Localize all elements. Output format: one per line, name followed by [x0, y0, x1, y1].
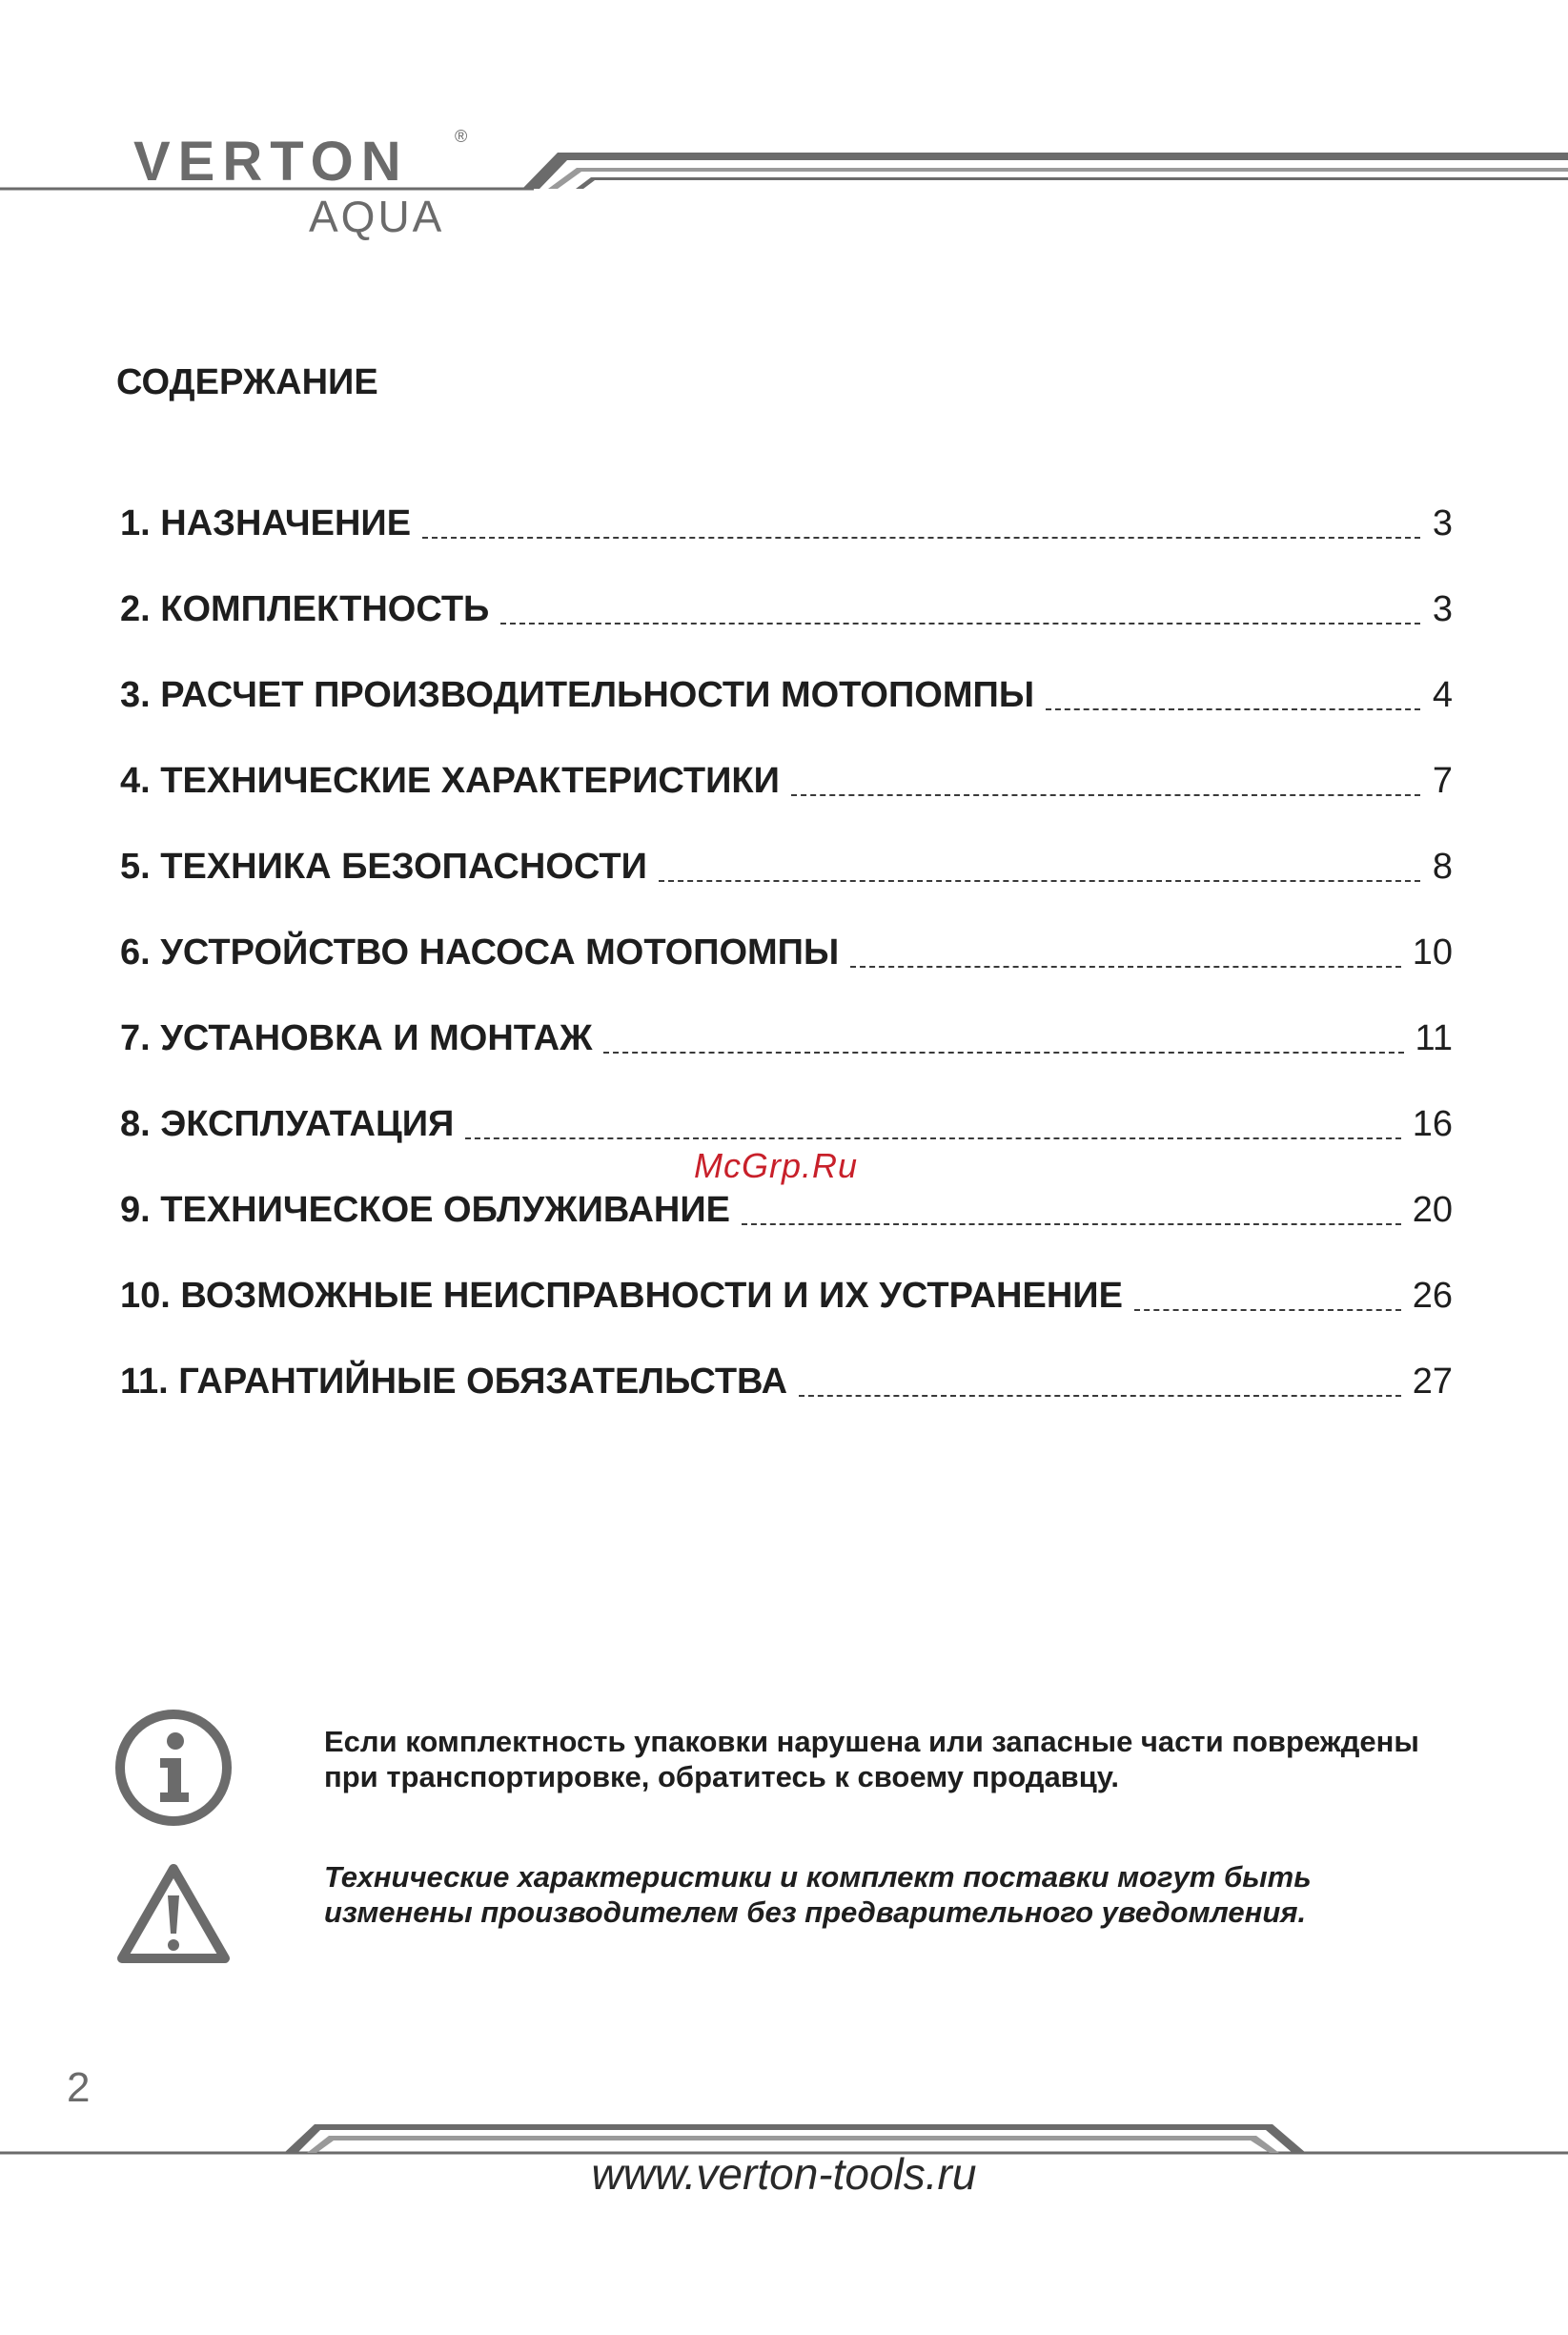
toc-item-label: 5. ТЕХНИКА БЕЗОПАСНОСТИ — [120, 847, 647, 887]
toc-list — [120, 462, 1453, 1406]
toc-item-page: 26 — [1412, 1276, 1453, 1316]
toc-item[interactable] — [120, 720, 1453, 806]
toc-item[interactable] — [120, 548, 1453, 634]
toc-leader — [422, 536, 1420, 539]
brand-logo — [133, 129, 477, 253]
logo-wordmark: VERTON — [133, 131, 409, 193]
toc-leader — [1046, 707, 1420, 710]
info-notice-text: Если комплектность упаковки нарушена или запасные части повреждены при транспортировке, обратитесь к своему продавцу. — [324, 1725, 1419, 1793]
toc-item-page: 7 — [1432, 761, 1453, 801]
toc-item-page: 3 — [1432, 589, 1453, 629]
toc-leader — [799, 1394, 1401, 1397]
toc-item-label: 6. УСТРОЙСТВО НАСОСА МОТОПОМПЫ — [120, 932, 840, 973]
toc-leader — [603, 1051, 1403, 1054]
info-icon — [114, 1709, 233, 1827]
toc-item-label: 8. ЭКСПЛУАТАЦИЯ — [120, 1104, 455, 1144]
toc-leader — [500, 622, 1420, 625]
toc-item-label: 2. КОМПЛЕКТНОСТЬ — [120, 589, 490, 629]
warning-notice-text: Технические характеристики и комплект поставки могут быть изменены производителем без предварительного уведомления. — [324, 1860, 1312, 1929]
toc-leader — [1134, 1308, 1401, 1311]
toc-leader — [850, 965, 1401, 968]
warning-icon — [114, 1861, 233, 1968]
watermark: McGrp.Ru — [694, 1146, 859, 1185]
toc-item-label: 11. ГАРАНТИЙНЫЕ ОБЯЗАТЕЛЬСТВА — [120, 1362, 788, 1402]
logo-registered-mark: ® — [455, 127, 468, 146]
toc-item[interactable] — [120, 806, 1453, 891]
toc-item-page: 3 — [1432, 503, 1453, 543]
toc-item-page: 27 — [1412, 1362, 1453, 1402]
footer-url[interactable]: www.verton-tools.ru — [591, 2149, 977, 2199]
logo-subbrand: AQUA — [309, 192, 445, 241]
toc-item-page: 16 — [1412, 1104, 1453, 1144]
toc-item[interactable] — [120, 1321, 1453, 1406]
toc-item[interactable] — [120, 1063, 1453, 1149]
toc-leader — [742, 1222, 1401, 1225]
page-number: 2 — [67, 2064, 91, 2111]
toc-item-label: 10. ВОЗМОЖНЫЕ НЕИСПРАВНОСТИ И ИХ УСТРАНЕНИЕ — [120, 1276, 1123, 1316]
toc-leader — [791, 793, 1420, 796]
toc-leader — [465, 1137, 1400, 1139]
toc-item[interactable] — [120, 891, 1453, 977]
toc-item-page: 20 — [1412, 1190, 1453, 1230]
toc-item-page: 11 — [1415, 1018, 1453, 1058]
toc-item[interactable] — [120, 634, 1453, 720]
toc-item-label: 1. НАЗНАЧЕНИЕ — [120, 503, 412, 543]
toc-item-label: 9. ТЕХНИЧЕСКОЕ ОБЛУЖИВАНИЕ — [120, 1190, 731, 1230]
toc-item[interactable] — [120, 462, 1453, 548]
toc-leader — [659, 879, 1420, 882]
toc-item-label: 3. РАСЧЕТ ПРОИЗВОДИТЕЛЬНОСТИ МОТОПОМПЫ — [120, 675, 1035, 715]
toc-item-page: 8 — [1432, 847, 1453, 887]
toc-item[interactable] — [120, 1235, 1453, 1321]
toc-item-page: 10 — [1412, 932, 1453, 973]
page-title: СОДЕРЖАНИЕ — [116, 362, 378, 402]
toc-item-label: 4. ТЕХНИЧЕСКИЕ ХАРАКТЕРИСТИКИ — [120, 761, 780, 801]
toc-item-label: 7. УСТАНОВКА И МОНТАЖ — [120, 1018, 593, 1058]
toc-item[interactable] — [120, 977, 1453, 1063]
toc-item-page: 4 — [1432, 675, 1453, 715]
